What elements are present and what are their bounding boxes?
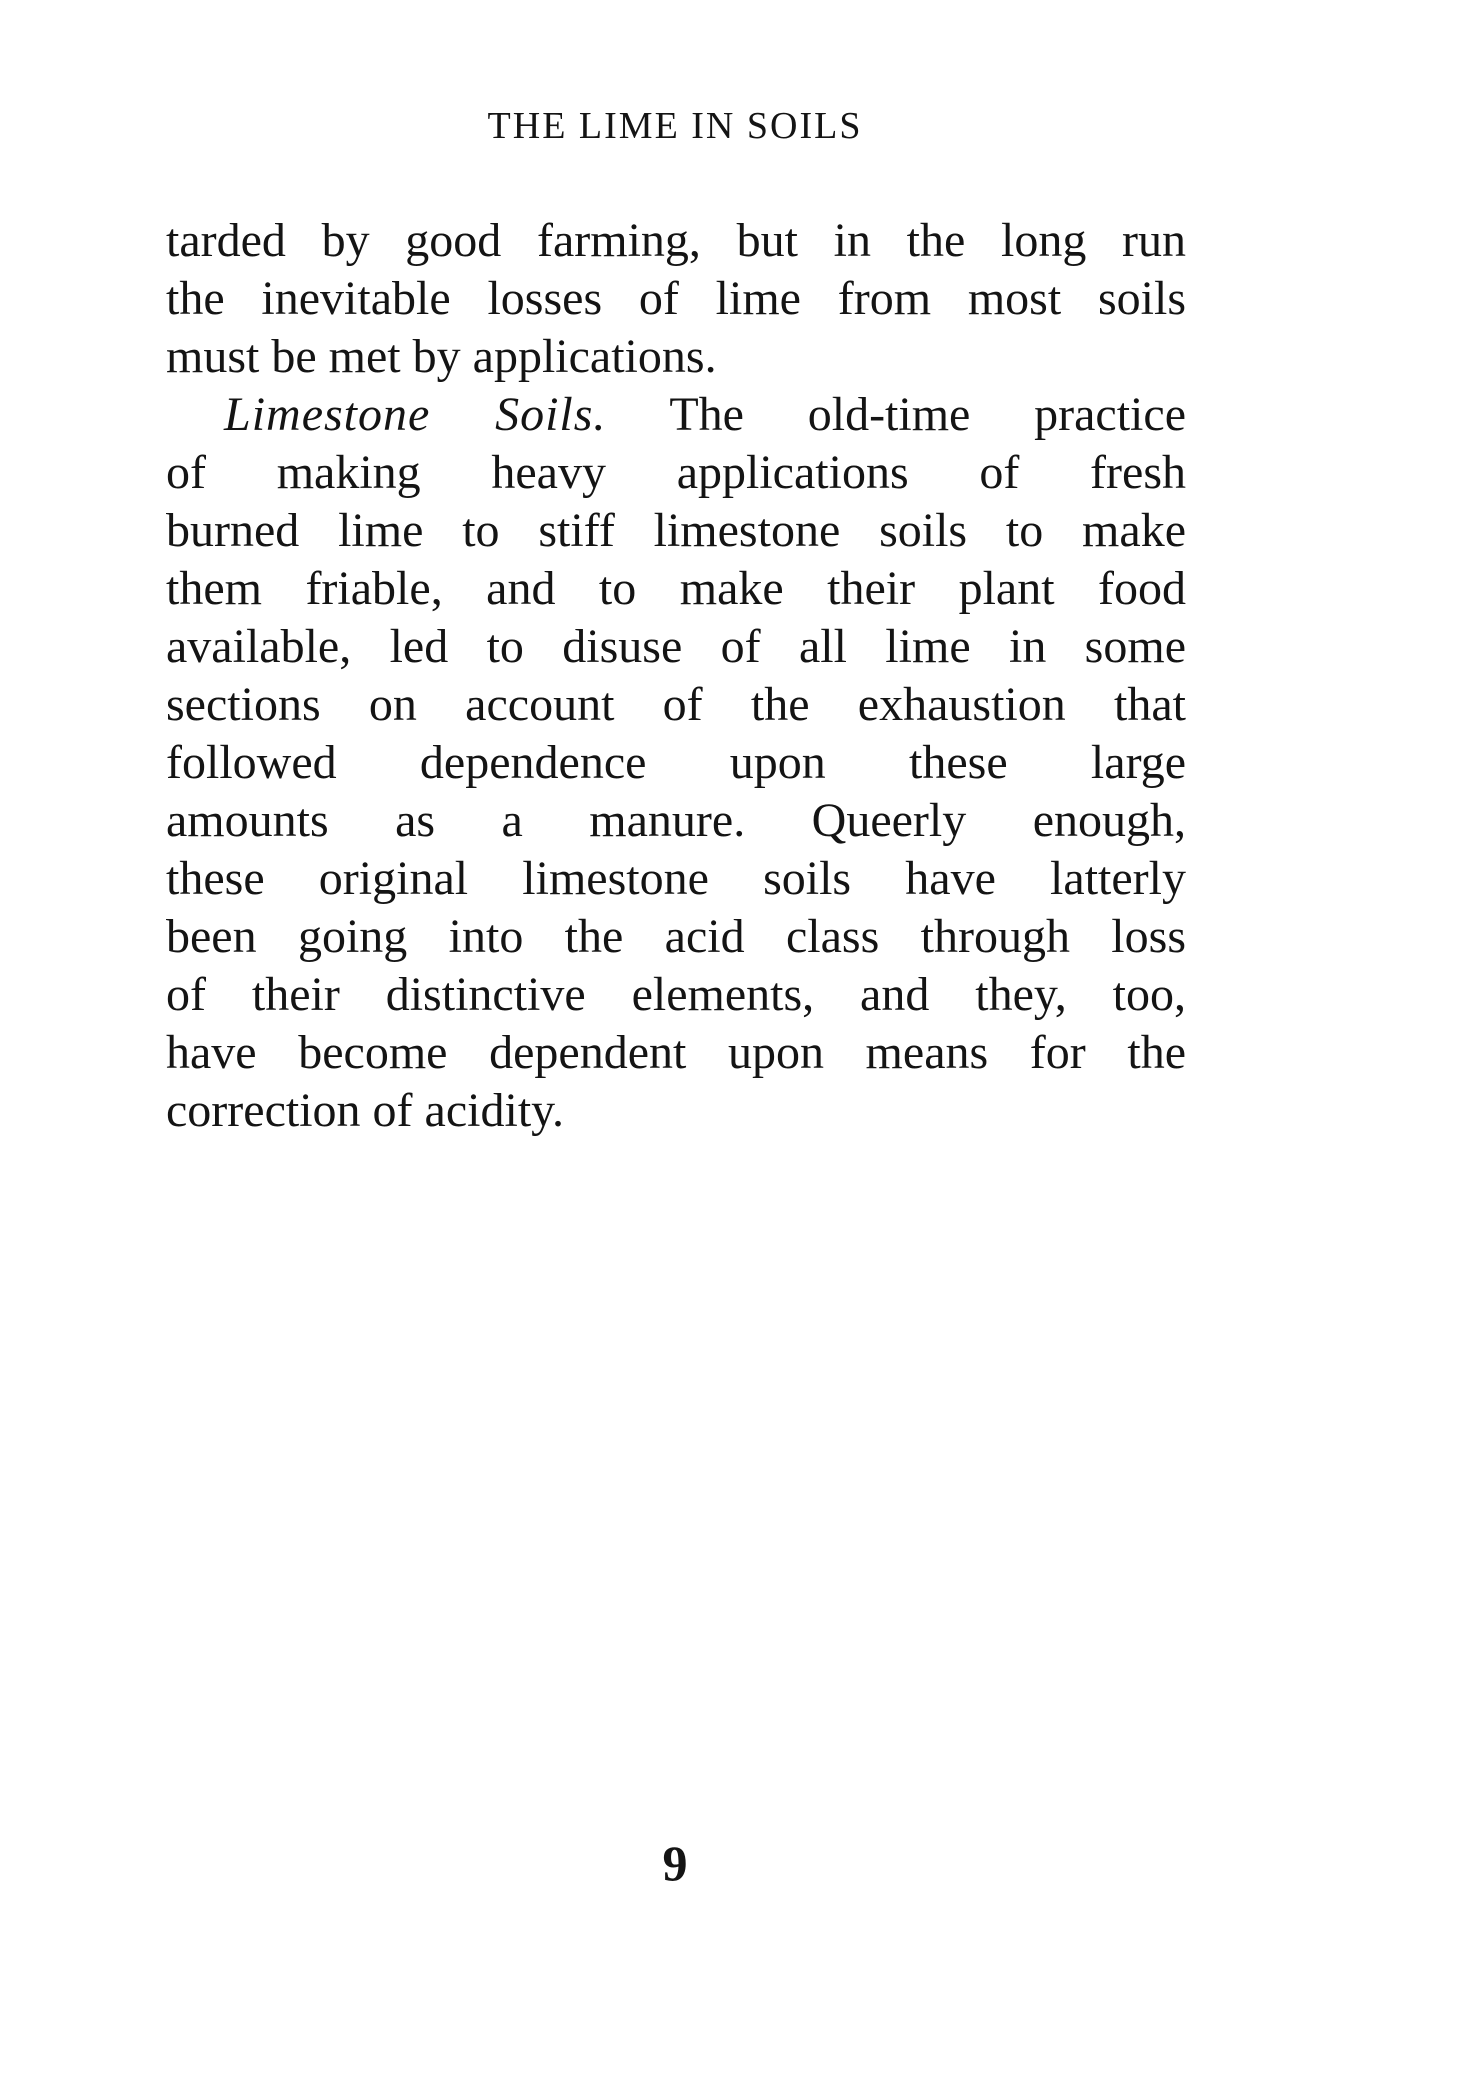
- text-line: of their distinctive elements, and they, too,: [166, 968, 1186, 1021]
- body-text: [166, 212, 1186, 1140]
- text-line: available, led to disuse of all lime in some: [166, 620, 1186, 673]
- text-line: have become dependent upon means for the: [166, 1026, 1186, 1079]
- text-line: of making heavy applications of fresh: [166, 446, 1186, 499]
- text-line: burned lime to stiff limestone soils to make: [166, 504, 1186, 557]
- paragraph-opening-line: [166, 386, 1186, 444]
- text-line: tarded by good farming, but in the long run: [166, 214, 1186, 267]
- section-heading: Limestone Soils.: [224, 388, 607, 441]
- text-line: correction of acidity.: [166, 1084, 565, 1137]
- running-head: THE LIME IN SOILS: [487, 105, 863, 147]
- text-fragment: The old-time practice: [669, 388, 1186, 441]
- text-line: sections on account of the exhaustion that: [166, 678, 1186, 731]
- text-line: must be met by applications.: [166, 330, 717, 383]
- text-line: them friable, and to make their plant food: [166, 562, 1186, 615]
- text-line: these original limestone soils have latterly: [166, 852, 1186, 905]
- page-number: 9: [662, 1835, 688, 1891]
- text-line: followed dependence upon these large: [166, 736, 1186, 789]
- text-line: the inevitable losses of lime from most soils: [166, 272, 1186, 325]
- text-line: amounts as a manure. Queerly enough,: [166, 794, 1186, 847]
- text-line: been going into the acid class through loss: [166, 910, 1186, 963]
